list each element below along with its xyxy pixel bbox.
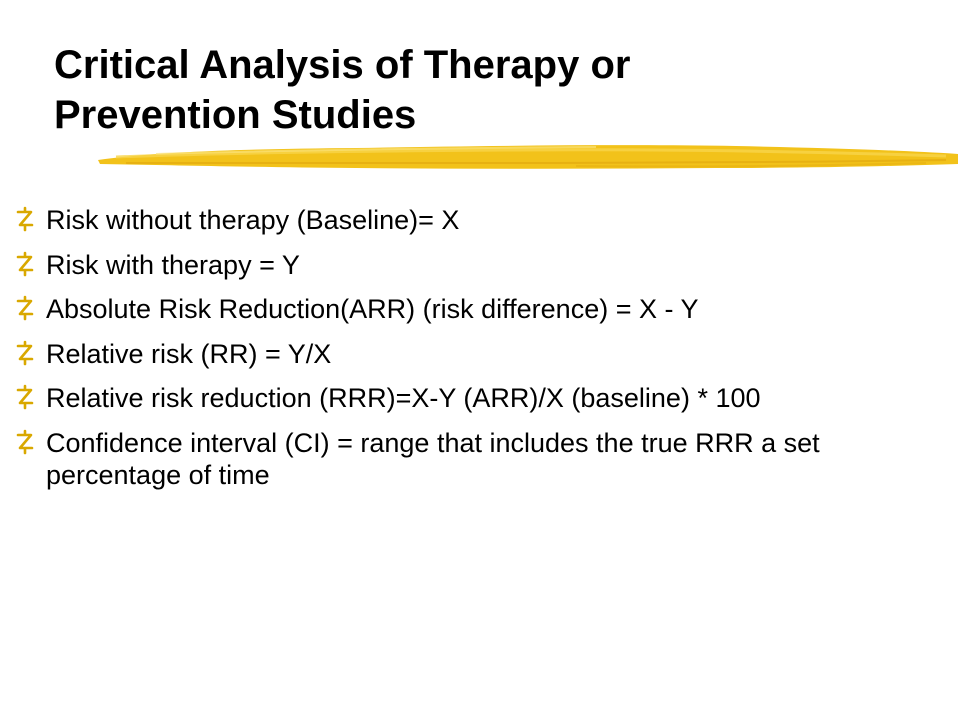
title-underline-brushstroke xyxy=(96,136,960,180)
z-bullet-icon xyxy=(14,383,36,411)
bullet-text: Relative risk reduction (RRR)=X-Y (ARR)/X (baseline) * 100 xyxy=(46,383,761,413)
bullet-text: Absolute Risk Reduction(ARR) (risk difference) = X - Y xyxy=(46,294,699,324)
z-bullet-icon xyxy=(14,205,36,233)
bullet-list xyxy=(14,204,944,503)
z-bullet-icon xyxy=(14,294,36,322)
slide-title xyxy=(54,40,914,140)
z-bullet-icon xyxy=(14,250,36,278)
z-bullet-icon xyxy=(14,339,36,367)
slide-title-line-2: Prevention Studies xyxy=(54,93,417,137)
bullet-text: Risk without therapy (Baseline)= X xyxy=(46,205,460,235)
bullet-item xyxy=(14,338,944,370)
bullet-item xyxy=(14,293,944,325)
slide-title-line-1: Critical Analysis of Therapy or xyxy=(54,43,631,87)
bullet-text: Confidence interval (CI) = range that includes the true RRR a set percentage of time xyxy=(46,427,820,490)
bullet-item xyxy=(14,204,944,236)
bullet-text: Risk with therapy = Y xyxy=(46,249,300,280)
bullet-text: Relative risk (RR) = Y/X xyxy=(46,338,332,369)
bullet-item xyxy=(14,382,944,414)
z-bullet-icon xyxy=(14,428,36,456)
bullet-item xyxy=(14,249,944,281)
bullet-item xyxy=(14,427,944,491)
